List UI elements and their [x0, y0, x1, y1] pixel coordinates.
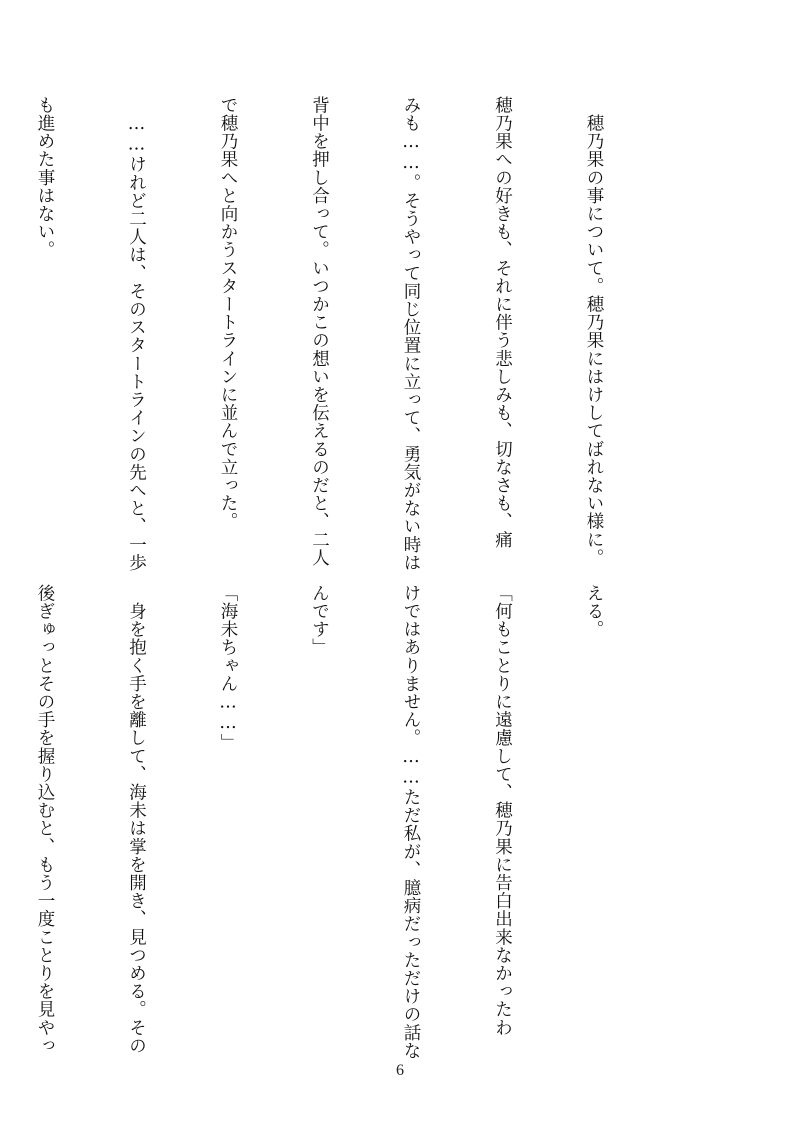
- text-line: 穂乃果の事について。穂乃果にはけしてばれない様に。: [584, 96, 604, 567]
- text-line: で穂乃果へと向かうスタートラインに並んで立った。: [218, 96, 238, 531]
- upper-text-block: [35, 96, 670, 572]
- text-line: けではありません。……ただ私が、臆病だっただけの話な: [401, 584, 421, 1060]
- text-line: 「何もことりに遠慮して、穂乃果に告白出来なかったわ: [492, 584, 513, 1037]
- text-line: ……けれど二人は、そのスタートラインの先へと、一歩: [126, 96, 147, 572]
- text-line: みも……。そうやって同じ位置に立って、勇気がない時は: [401, 96, 421, 572]
- lower-text-block: [35, 584, 670, 1060]
- text-line: 背中を押し合って。いつかこの想いを伝えるのだと、二人: [309, 96, 330, 567]
- text-line: んです」: [309, 584, 330, 657]
- text-line: える。: [584, 584, 604, 639]
- text-line: 穂乃果への好きも、それに伴う悲しみも、切なさも、痛: [492, 96, 513, 549]
- text-line: も進めた事はない。: [35, 96, 55, 259]
- text-line: 「海未ちゃん……」: [218, 584, 238, 752]
- text-line: 身を抱く手を離して、海未は掌を開き、見つめる。その: [126, 584, 147, 1055]
- page-number: 6: [396, 1062, 404, 1079]
- text-line: 後ぎゅっとその手を握り込むと、もう一度ことりを見やっ: [35, 584, 55, 1055]
